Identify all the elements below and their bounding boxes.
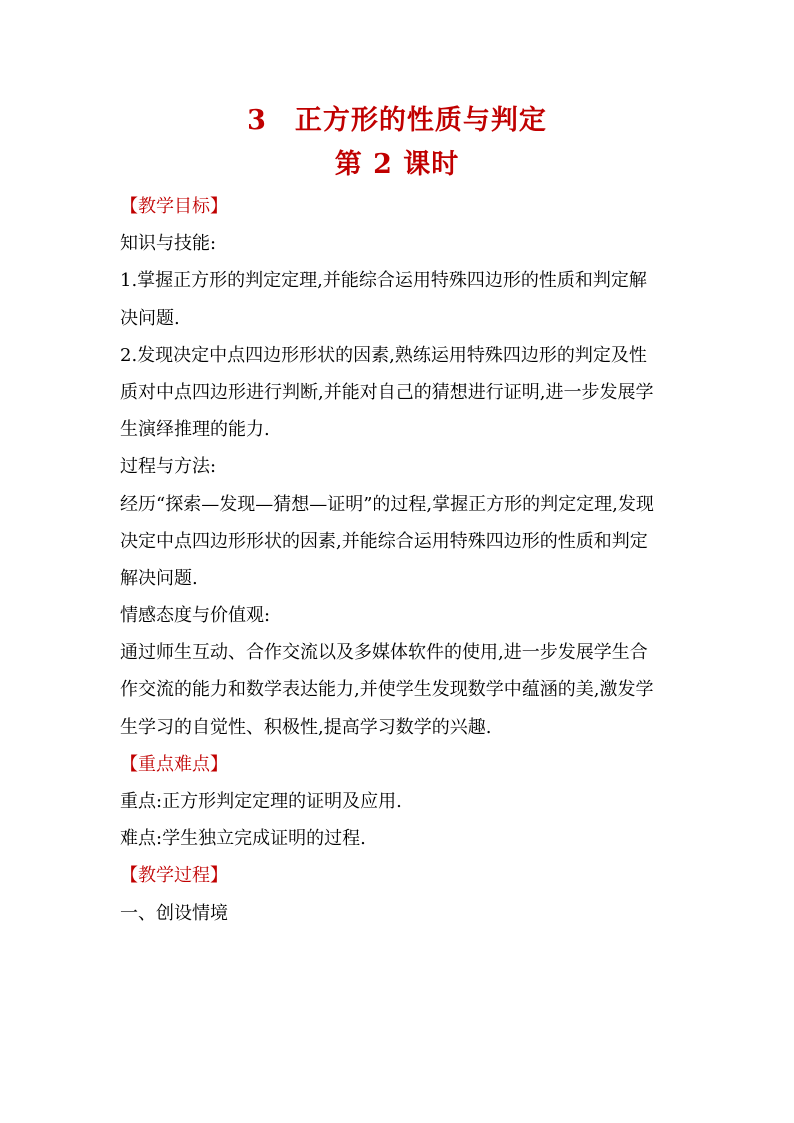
paragraph-line: 质对中点四边形进行判断,并能对自己的猜想进行证明,进一步发展学 (120, 381, 654, 403)
paragraph-line: 一、创设情境 (120, 902, 228, 924)
paragraph-line: 生演绎推理的能力. (120, 419, 270, 441)
paragraph-line: 知识与技能: (120, 233, 217, 255)
paragraph-line: 情感态度与价值观: (120, 605, 271, 627)
paragraph-line: 决定中点四边形形状的因素,并能综合运用特殊四边形的性质和判定 (120, 530, 648, 552)
document-title: 3 正方形的性质与判定 (247, 105, 547, 136)
document-body (120, 188, 680, 932)
paragraph-line: 过程与方法: (120, 456, 217, 478)
paragraph-line: 难点:学生独立完成证明的过程. (120, 828, 366, 850)
paragraph-line: 2.发现决定中点四边形形状的因素,熟练运用特殊四边形的判定及性 (120, 344, 647, 366)
document-subtitle: 第 2 课时 (334, 149, 460, 180)
paragraph-line: 决问题. (120, 307, 180, 329)
paragraph-line: 经历“探索—发现—猜想—证明”的过程,掌握正方形的判定定理,发现 (120, 493, 654, 515)
paragraph-line: 1.掌握正方形的判定定理,并能综合运用特殊四边形的性质和判定解 (120, 270, 647, 292)
paragraph-line: 解决问题. (120, 567, 198, 589)
section-heading-key-points: 【重点难点】 (120, 753, 228, 775)
section-heading-objectives: 【教学目标】 (120, 196, 228, 217)
paragraph-line: 通过师生互动、合作交流以及多媒体软件的使用,进一步发展学生合 (120, 642, 648, 664)
paragraph-line: 生学习的自觉性、积极性,提高学习数学的兴趣. (120, 716, 492, 738)
section-heading-process: 【教学过程】 (120, 865, 228, 887)
paragraph-line: 作交流的能力和数学表达能力,并使学生发现数学中蕴涵的美,激发学 (120, 679, 654, 701)
paragraph-line: 重点:正方形判定定理的证明及应用. (120, 791, 402, 812)
